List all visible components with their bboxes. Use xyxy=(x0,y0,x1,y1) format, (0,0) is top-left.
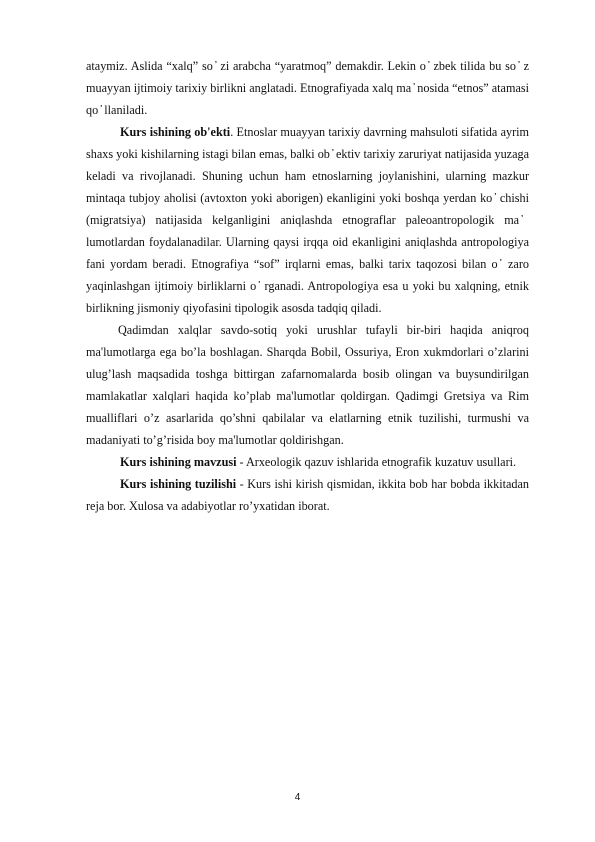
term-course-topic: Kurs ishining mavzusi xyxy=(120,455,237,469)
paragraph-course-topic xyxy=(86,451,529,473)
term-course-object: Kurs ishining ob'ekti xyxy=(120,125,231,139)
paragraph-course-object xyxy=(86,121,529,319)
paragraph-course-object-text: . Etnoslar muayyan tarixiy davrning mahsuloti sifatida ayrim shaxs yoki kishilarning istagi bilan emas, balki ob ̓ ektiv tarixiy zaruriyat natijasida yuzaga keladi va rivojlanadi. Shuning uchun ham etnoslarning joylanishini, ularning mazkur mintaqa tubjoy aholisi (avtoxton yoki aborigen) ekanligini yoki boshqa yerdan ko ̓ chishi (migratsiya) natijasida kelganligini aniqlashda etnograflar paleoantropologik ma ̓ lumotlardan foydalanadilar. Ularning qaysi irqqa oid ekanligini aniqlashda antropologiya fani yordam beradi. Etnografiya “sof” irqlarni emas, balki tarix taqozosi bilan o ̓ zaro yaqinlashgan ijtimoiy birliklarni o ̓ rganadi. Antropologiya esa u yoki bu xalqning, etnik birlikning jismoniy qiyofasini tipologik asosda tadqiq qiladi. xyxy=(86,125,530,315)
paragraph-course-structure-text: - Kurs ishi kirish qismidan, ikkita bob har bobda ikkitadan reja bor. Xulosa va adabiyotlar ro’yxatidan iborat. xyxy=(86,477,529,513)
term-course-structure: Kurs ishining tuzilishi xyxy=(120,477,237,491)
page-number: 4 xyxy=(294,792,301,803)
paragraph-intro-continuation: ataymiz. Aslida “xalq” so ̓ zi arabcha “yaratmoq” demakdir. Lekin o ̓ zbek tilida bu so ̓ z muayyan ijtimoiy tarixiy birlikni anglatadi. Etnografiyada xalq ma ̓ nosida “etnos” atamasi qo ̓ llaniladi. xyxy=(86,59,529,117)
paragraph-course-topic-text: - Arxeologik qazuv ishlarida etnografik kuzatuv usullari. xyxy=(236,455,517,469)
paragraph-course-structure xyxy=(86,473,529,517)
body-text xyxy=(86,55,529,517)
paragraph-historical-sources: Qadimdan xalqlar savdo-sotiq yoki urushlar tufayli bir-biri haqida aniqroq ma'lumotlarga ega bo’la boshlagan. Sharqda Bobil, Ossuriya, Eron xukmdorlari o’zlarini ulug’lash maqsadida toshga bittirgan zafarnomalarda bosib olingan va buysundirilgan mamlakatlar xalqlari haqida ko’plab ma'lumotlar qoldirgan. Qadimgi Gretsiya va Rim mualliflari o’z asarlarida qo’shni qabilalar va elatlarning etnik tuzilishi, turmushi va madaniyati to’g’risida boy ma'lumotlar qoldirishgan. xyxy=(86,323,529,447)
